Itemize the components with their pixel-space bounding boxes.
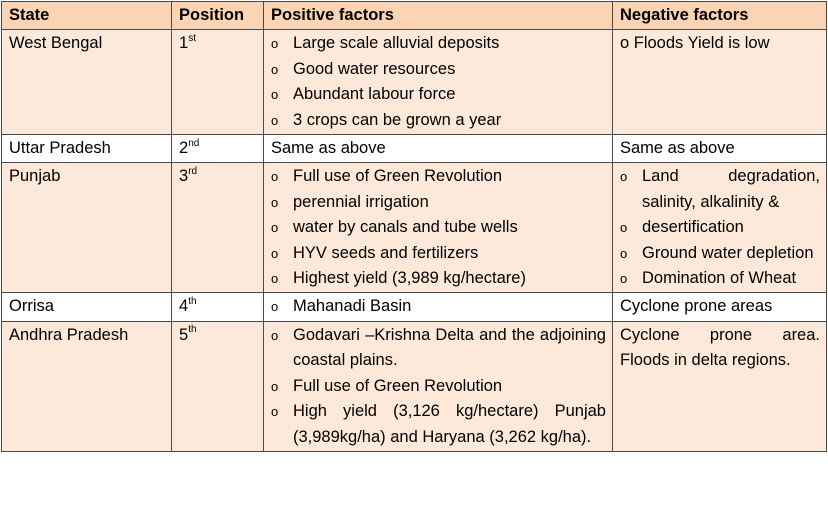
list-item bbox=[271, 294, 606, 319]
list-item-text: Godavari –Krishna Delta and the adjoining coastal plains. bbox=[293, 325, 606, 370]
position-number: 1 bbox=[179, 34, 189, 53]
positive-factors-list bbox=[271, 31, 606, 133]
list-item-text: perennial irrigation bbox=[293, 192, 429, 211]
state-cell: Orrisa bbox=[2, 293, 172, 321]
position-number: 3 bbox=[179, 167, 189, 186]
list-item bbox=[271, 57, 606, 82]
positive-factors-list bbox=[271, 323, 606, 450]
negative-factors-cell: o Floods Yield is low bbox=[613, 30, 827, 135]
list-item bbox=[271, 266, 606, 291]
positive-factors-cell: Same as above bbox=[264, 135, 613, 163]
positive-factors-cell bbox=[264, 30, 613, 135]
state-cell: Punjab bbox=[2, 163, 172, 293]
header-negative-factors: Negative factors bbox=[613, 2, 827, 30]
header-state: State bbox=[2, 2, 172, 30]
header-position: Position bbox=[172, 2, 264, 30]
circle-bullet-icon: o bbox=[271, 271, 279, 287]
position-suffix: nd bbox=[188, 137, 200, 149]
circle-bullet-icon: o bbox=[271, 220, 279, 236]
state-cell: Andhra Pradesh bbox=[2, 321, 172, 451]
list-item bbox=[620, 164, 820, 215]
list-item bbox=[620, 266, 820, 291]
circle-bullet-icon: o bbox=[620, 169, 628, 185]
table-header-row bbox=[2, 2, 827, 30]
circle-bullet-icon: o bbox=[271, 169, 279, 185]
positive-factors-cell bbox=[264, 321, 613, 451]
positive-factors-list bbox=[271, 294, 606, 319]
list-item-text: Mahanadi Basin bbox=[293, 297, 412, 316]
negative-factors-list bbox=[620, 164, 820, 291]
circle-bullet-icon: o bbox=[271, 378, 279, 394]
position-suffix: st bbox=[188, 32, 196, 44]
list-item-text: Land degradation, salinity, alkalinity & bbox=[642, 167, 820, 211]
list-item-text: High yield (3,126 kg/hectare) Punjab (3,989kg/ha) and Haryana (3,262 kg/ha). bbox=[293, 402, 606, 446]
negative-factors-cell bbox=[613, 163, 827, 293]
list-item-text: 3 crops can be grown a year bbox=[293, 110, 502, 129]
table-row bbox=[2, 293, 827, 321]
positive-factors-list bbox=[271, 164, 606, 291]
list-item bbox=[271, 241, 606, 266]
negative-factors-cell: Same as above bbox=[613, 135, 827, 163]
list-item bbox=[271, 31, 606, 56]
list-item-text: Abundant labour force bbox=[293, 85, 456, 104]
list-item bbox=[271, 190, 606, 215]
position-cell bbox=[172, 30, 264, 135]
circle-bullet-icon: o bbox=[271, 87, 279, 103]
list-item-text: Domination of Wheat bbox=[642, 269, 797, 288]
list-item-text: Highest yield (3,989 kg/hectare) bbox=[293, 269, 526, 288]
table-row bbox=[2, 321, 827, 451]
list-item-text: HYV seeds and fertilizers bbox=[293, 243, 479, 262]
position-number: 5 bbox=[179, 325, 189, 344]
circle-bullet-icon: o bbox=[271, 245, 279, 261]
state-cell: Uttar Pradesh bbox=[2, 135, 172, 163]
circle-bullet-icon: o bbox=[271, 36, 279, 52]
circle-bullet-icon: o bbox=[271, 299, 279, 315]
position-cell bbox=[172, 163, 264, 293]
header-positive-factors: Positive factors bbox=[264, 2, 613, 30]
position-suffix: th bbox=[188, 295, 197, 307]
positive-factors-cell bbox=[264, 163, 613, 293]
list-item-text: water by canals and tube wells bbox=[293, 218, 518, 237]
crop-production-table bbox=[1, 1, 827, 452]
table-row bbox=[2, 30, 827, 135]
list-item bbox=[271, 82, 606, 107]
list-item bbox=[620, 241, 820, 266]
circle-bullet-icon: o bbox=[271, 112, 279, 128]
circle-bullet-icon: o bbox=[271, 61, 279, 77]
circle-bullet-icon: o bbox=[271, 404, 279, 420]
list-item bbox=[620, 215, 820, 240]
position-cell bbox=[172, 293, 264, 321]
circle-bullet-icon: o bbox=[620, 220, 628, 236]
list-item-text: Good water resources bbox=[293, 59, 456, 78]
circle-bullet-icon: o bbox=[620, 271, 628, 287]
position-number: 2 bbox=[179, 139, 189, 158]
list-item bbox=[271, 323, 606, 374]
table-row bbox=[2, 135, 827, 163]
list-item bbox=[271, 108, 606, 133]
negative-factors-cell: Cyclone prone areas bbox=[613, 293, 827, 321]
list-item-text: Full use of Green Revolution bbox=[293, 167, 503, 186]
list-item bbox=[271, 374, 606, 399]
circle-bullet-icon: o bbox=[271, 194, 279, 210]
state-cell: West Bengal bbox=[2, 30, 172, 135]
list-item-text: Large scale alluvial deposits bbox=[293, 34, 500, 53]
list-item bbox=[271, 164, 606, 189]
table-row bbox=[2, 163, 827, 293]
position-number: 4 bbox=[179, 297, 189, 316]
list-item-text: Full use of Green Revolution bbox=[293, 376, 503, 395]
list-item-text: desertification bbox=[642, 218, 744, 237]
list-item-text: Ground water depletion bbox=[642, 243, 814, 262]
position-suffix: rd bbox=[188, 165, 198, 177]
list-item bbox=[271, 215, 606, 240]
position-cell bbox=[172, 321, 264, 451]
list-item bbox=[271, 399, 606, 450]
position-suffix: th bbox=[188, 324, 197, 336]
circle-bullet-icon: o bbox=[271, 327, 279, 343]
position-cell bbox=[172, 135, 264, 163]
circle-bullet-icon: o bbox=[620, 245, 628, 261]
negative-factors-cell: Cyclone prone area. Floods in delta regions. bbox=[613, 321, 827, 451]
positive-factors-cell bbox=[264, 293, 613, 321]
